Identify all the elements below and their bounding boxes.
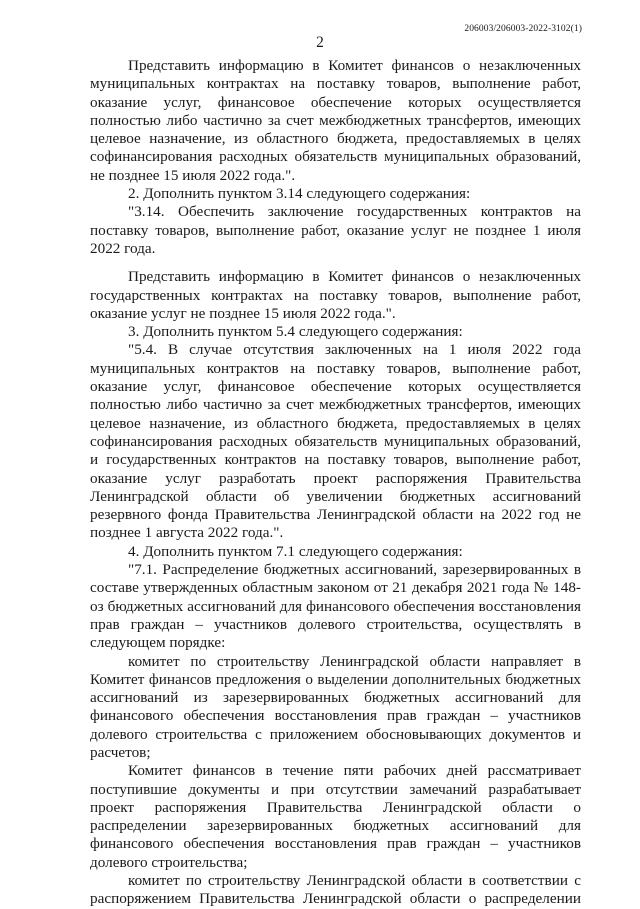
paragraph-finance-committee: Комитет финансов в течение пяти рабочих дней рассматривает поступившие документы и при отсутствии замечаний разрабатывает проект распоряжения Правительства Ленинградской области о распределении зарезервированных бюджетных ассигнований для финансового обеспечения восстановления прав граждан – участников долевого строительства;	[90, 762, 581, 871]
document-body	[90, 57, 581, 909]
paragraph-item-3: 3. Дополнить пунктом 5.4 следующего содержания:	[128, 323, 463, 341]
paragraph-committee-construction: комитет по строительству Ленинградской области направляет в Комитет финансов предложения о выделении дополнительных бюджетных ассигнований из зарезервированных бюджетных ассигнований для финансового обеспечения восстановления прав граждан – участников долевого строительства с приложением обосновывающих документов и расчетов;	[90, 652, 581, 761]
paragraph-7-1: "7.1. Распределение бюджетных ассигнований, зарезервированных в составе утвержденных областным законом от 21 декабря 2021 года № 148-оз бюджетных ассигнований для финансового обеспечения восстановления прав граждан – участников долевого строительства, осуществлять в следующем порядке:	[90, 561, 581, 652]
paragraph-report-state: Представить информацию в Комитет финансов о незаключенных государственных контрактах на поставку товаров, выполнение работ, оказание услуг не позднее 15 июля 2022 года.".	[90, 268, 581, 322]
paragraph-committee-distribution: комитет по строительству Ленинградской области в соответствии с распоряжением Правительства Ленинградской области о распределении	[90, 872, 581, 908]
paragraph-report-municipal: Представить информацию в Комитет финансов о незаключенных муниципальных контрактах на поставку товаров, выполнение работ, оказание услуг, финансовое обеспечение которых осуществляется полностью либо частично за счет межбюджетных трансфертов, имеющих целевое назначение, из областного бюджета, предоставляемых в целях софинансирования расходных обязательств муниципальных образований, не позднее 15 июля 2022 года.".	[90, 57, 581, 184]
document-id: 206003/206003-2022-3102(1)	[464, 24, 582, 34]
page-number: 2	[316, 34, 324, 51]
paragraph-3-14: "3.14. Обеспечить заключение государственных контрактов на поставку товаров, выполнение работ, оказание услуг не позднее 1 июля 2022 года.	[90, 203, 581, 257]
paragraph-item-2: 2. Дополнить пунктом 3.14 следующего содержания:	[128, 185, 471, 203]
paragraph-item-4: 4. Дополнить пунктом 7.1 следующего содержания:	[128, 542, 463, 560]
paragraph-5-4: "5.4. В случае отсутствия заключенных на 1 июля 2022 года муниципальных контрактов на поставку товаров, выполнение работ, оказание услуг, финансовое обеспечение которых осуществляется полностью либо частично за счет межбюджетных трансфертов, имеющих целевое назначение, из областного бюджета, предоставляемых в целях софинансирования расходных обязательств муниципальных образований, и государственных контрактов на поставку товаров, выполнение работ, оказание услуг разработать проект распоряжения Правительства Ленинградской области об увеличении бюджетных ассигнований резервного фонда Правительства Ленинградской области на 2022 год не позднее 1 августа 2022 года.".	[90, 341, 581, 542]
